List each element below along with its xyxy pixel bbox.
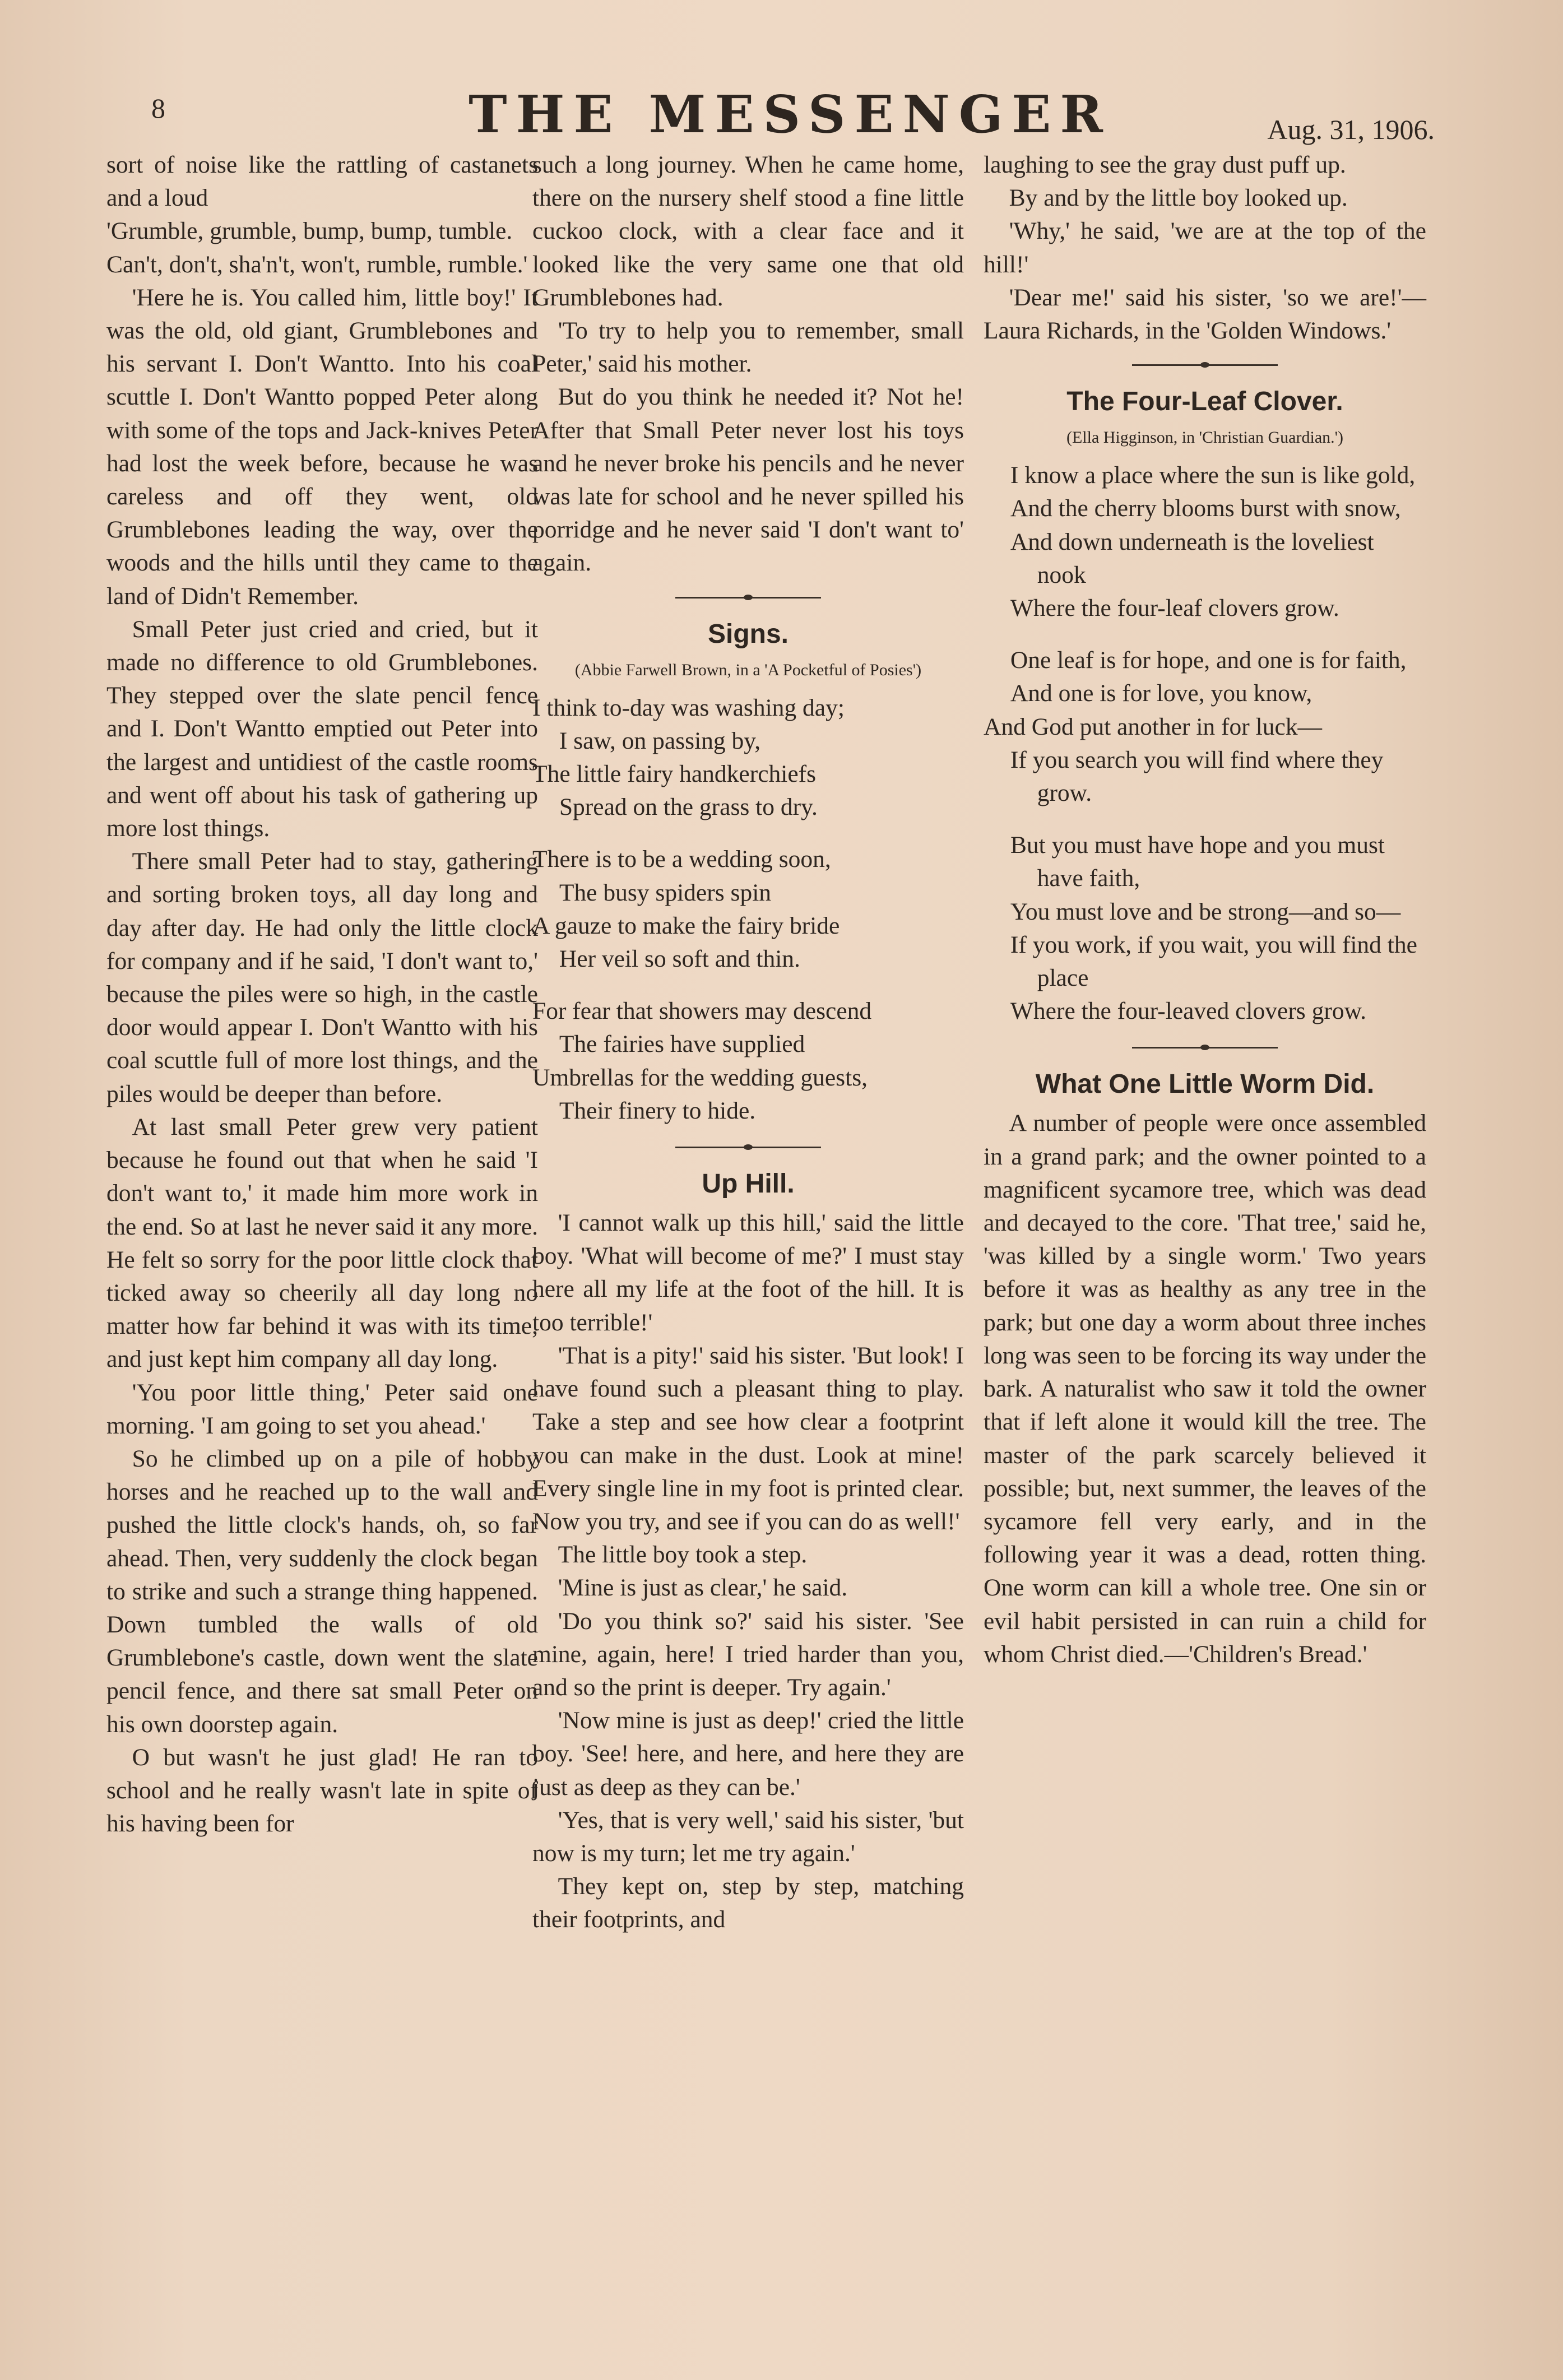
paragraph: 'Dear me!' said his sister, 'so we are!'—Laura Richards, in the 'Golden Windows.' — [984, 284, 1426, 345]
paragraph: A number of people were once assembled in a grand park; and the owner pointed to a magnificent sycamore tree, which was dead and decayed to the core. 'That tree,' said he, 'was killed by a single worm.' Two years before it was as healthy as any tree in the park; but one day a worm about three inches long was seen to be forcing its way under the bark. A naturalist who saw it told the owner that if left alone it would kill the tree. The master of the park scarcely believed it possible; but, next summer, the leaves of the sycamore fell very early, and in the following year it was a dead, rotten thing. One worm can kill a whole tree. One sin or evil habit persisted in can ruin a child for whom Christ died.—'Children's Bread.' — [984, 1110, 1426, 1668]
poem-line: And the cherry blooms burst with snow, — [1010, 495, 1401, 522]
poem-line: And down underneath is the loveliest nook — [1010, 528, 1374, 588]
page-header — [146, 84, 1435, 146]
poem-line: A gauze to make the fairy bride — [532, 912, 840, 939]
poem-line: Their finery to hide. — [559, 1097, 756, 1124]
verse-line: Can't, don't, sha'n't, won't, rumble, rumble.' — [106, 250, 528, 278]
stanza — [984, 829, 1426, 1028]
paragraph: laughing to see the gray dust puff up. — [984, 151, 1346, 178]
poem-line: If you search you will find where they grow. — [1010, 746, 1384, 807]
masthead-title: THE MESSENGER — [469, 84, 1112, 145]
uphill-heading: Up Hill. — [702, 1169, 795, 1199]
paragraph: 'I cannot walk up this hill,' said the little boy. 'What will become of me?' I must stay here all my life at the foot of the hill. It is too terrible!' — [532, 1209, 964, 1336]
paragraph: sort of noise like the rattling of castanets and a loud — [106, 151, 538, 212]
poem-line: And one is for love, you know, — [1010, 680, 1312, 707]
poem-line: If you work, if you wait, you will find the place — [1010, 931, 1417, 992]
paragraph: So he climbed up on a pile of hobby horses and he reached up to the wall and pushed the little clock's hands, oh, so far ahead. Then, very suddenly the clock began to strike and such a strange thing happened. Down tumbled the walls of old Grumblebone's castle, down went the slate pencil fence, and there sat small Peter on his own doorstep again. — [106, 1445, 538, 1738]
section-divider — [675, 597, 821, 599]
section-divider — [1132, 1047, 1278, 1049]
column-3 — [984, 149, 1426, 1671]
column-1 — [106, 149, 538, 1840]
stanza — [532, 692, 964, 824]
stanza — [532, 995, 964, 1128]
signs-heading: Signs. — [707, 619, 789, 649]
poem-line: You must love and be strong—and so— — [1010, 898, 1401, 925]
paragraph: But do you think he needed it? Not he! After that Small Peter never lost his toys and he never broke his pencils and he never was late for school and he never spilled his porridge and he never said 'I don't want to' again. — [532, 383, 964, 577]
column-2 — [532, 149, 964, 1937]
paragraph: such a long journey. When he came home, there on the nursery shelf stood a fine little cuckoo clock, with a clear face and it looked like the very same one that old Grumblebones had. — [532, 151, 964, 311]
paragraph: By and by the little boy looked up. — [1009, 184, 1348, 212]
poem-line: Where the four-leaved clovers grow. — [1010, 998, 1367, 1025]
paragraph: 'That is a pity!' said his sister. 'But look! I have found such a pleasant thing to play. Take a step and see how clear a footprint you can make in the dust. Look at mine! Every single line in my foot is printed clear. Now you try, and see if you can do as well!' — [532, 1342, 964, 1535]
paragraph: 'Here he is. You called him, little boy!' It was the old, old giant, Grumblebones and his servant I. Don't Wantto. Into his coal scuttle I. Don't Wantto popped Peter along with some of the tops and Jack-knives Peter had lost the week before, because he was careless and off they went, old Grumblebones leading the way, over the woods and the hills until they came to the land of Didn't Remember. — [106, 284, 538, 610]
poem-line: The little fairy handkerchiefs — [532, 760, 817, 788]
poem-line: There is to be a wedding soon, — [532, 846, 831, 873]
paragraph: 'Do you think so?' said his sister. 'See mine, again, here! I tried harder than you, and so the print is deeper. Try again.' — [532, 1607, 964, 1701]
poem-line: Her veil so soft and thin. — [559, 945, 800, 973]
poem-line: But you must have hope and you must have faith, — [1010, 832, 1385, 892]
section-divider — [675, 1147, 821, 1148]
clover-heading: The Four-Leaf Clover. — [1066, 387, 1343, 417]
poem-line: And God put another in for luck— — [984, 713, 1323, 740]
section-divider — [1132, 364, 1278, 366]
poem-line: One leaf is for hope, and one is for faith, — [1010, 647, 1407, 674]
poem-line: Where the four-leaf clovers grow. — [1010, 595, 1339, 622]
paragraph: O but wasn't he just glad! He ran to school and he really wasn't late in spite of his having been for — [106, 1743, 538, 1838]
paragraph: There small Peter had to stay, gathering and sorting broken toys, all day long and day after day. He had only the little clock for company and if he said, 'I don't want to,' because the piles were so high, in the castle door would appear I. Don't Wantto with his coal scuttle full of more lost things, and the piles would be deeper than before. — [106, 848, 538, 1107]
paragraph: They kept on, step by step, matching their footprints, and — [532, 1873, 964, 1933]
poem-line: Spread on the grass to dry. — [559, 794, 818, 821]
paragraph: 'Now mine is just as deep!' cried the little boy. 'See! here, and here, and here they are just as deep as they can be.' — [532, 1707, 964, 1801]
issue-date: Aug. 31, 1906. — [1267, 114, 1435, 145]
signs-poem — [532, 692, 964, 1128]
paragraph: 'You poor little thing,' Peter said one morning. 'I am going to set you ahead.' — [106, 1379, 538, 1439]
paragraph: The little boy took a step. — [558, 1541, 808, 1569]
page-number: 8 — [151, 92, 165, 124]
poem-line: I know a place where the sun is like gold, — [1010, 462, 1416, 489]
stanza — [532, 843, 964, 976]
poem-line: Umbrellas for the wedding guests, — [532, 1064, 868, 1091]
poem-line: The fairies have supplied — [559, 1031, 805, 1058]
stanza — [984, 644, 1426, 810]
paragraph: 'Yes, that is very well,' said his sister, 'but now is my turn; let me try again.' — [532, 1806, 964, 1867]
poem-line: I think to-day was washing day; — [532, 694, 845, 721]
paragraph: Small Peter just cried and cried, but it made no difference to old Grumblebones. They stepped over the slate pencil fence and I. Don't Wantto emptied out Peter into the largest and untidiest of the castle rooms and went off about his task of gathering up more lost things. — [106, 615, 538, 842]
verse-line: 'Grumble, grumble, bump, bump, tumble. — [106, 217, 513, 245]
poem-line: For fear that showers may descend — [532, 998, 872, 1025]
poem-line: The busy spiders spin — [559, 879, 772, 906]
worm-heading: What One Little Worm Did. — [1035, 1069, 1375, 1099]
paragraph: 'Why,' he said, 'we are at the top of the hill!' — [984, 217, 1426, 278]
paragraph: 'Mine is just as clear,' he said. — [558, 1574, 848, 1602]
signs-credit: (Abbie Farwell Brown, in a 'A Pocketful of Posies') — [574, 660, 922, 679]
poem-line: I saw, on passing by, — [559, 727, 761, 754]
paragraph: 'To try to help you to remember, small Peter,' said his mother. — [532, 317, 964, 378]
clover-credit: (Ella Higginson, in 'Christian Guardian.') — [1066, 428, 1344, 447]
clover-poem — [984, 459, 1426, 1028]
stanza — [984, 459, 1426, 625]
paragraph: At last small Peter grew very patient because he found out that when he said 'I don't want to,' it made him more work in the end. So at last he never said it any more. He felt so sorry for the poor little clock that ticked away so cheerily all day long no matter how far behind it was with its time, and just kept him company all day long. — [106, 1113, 538, 1373]
